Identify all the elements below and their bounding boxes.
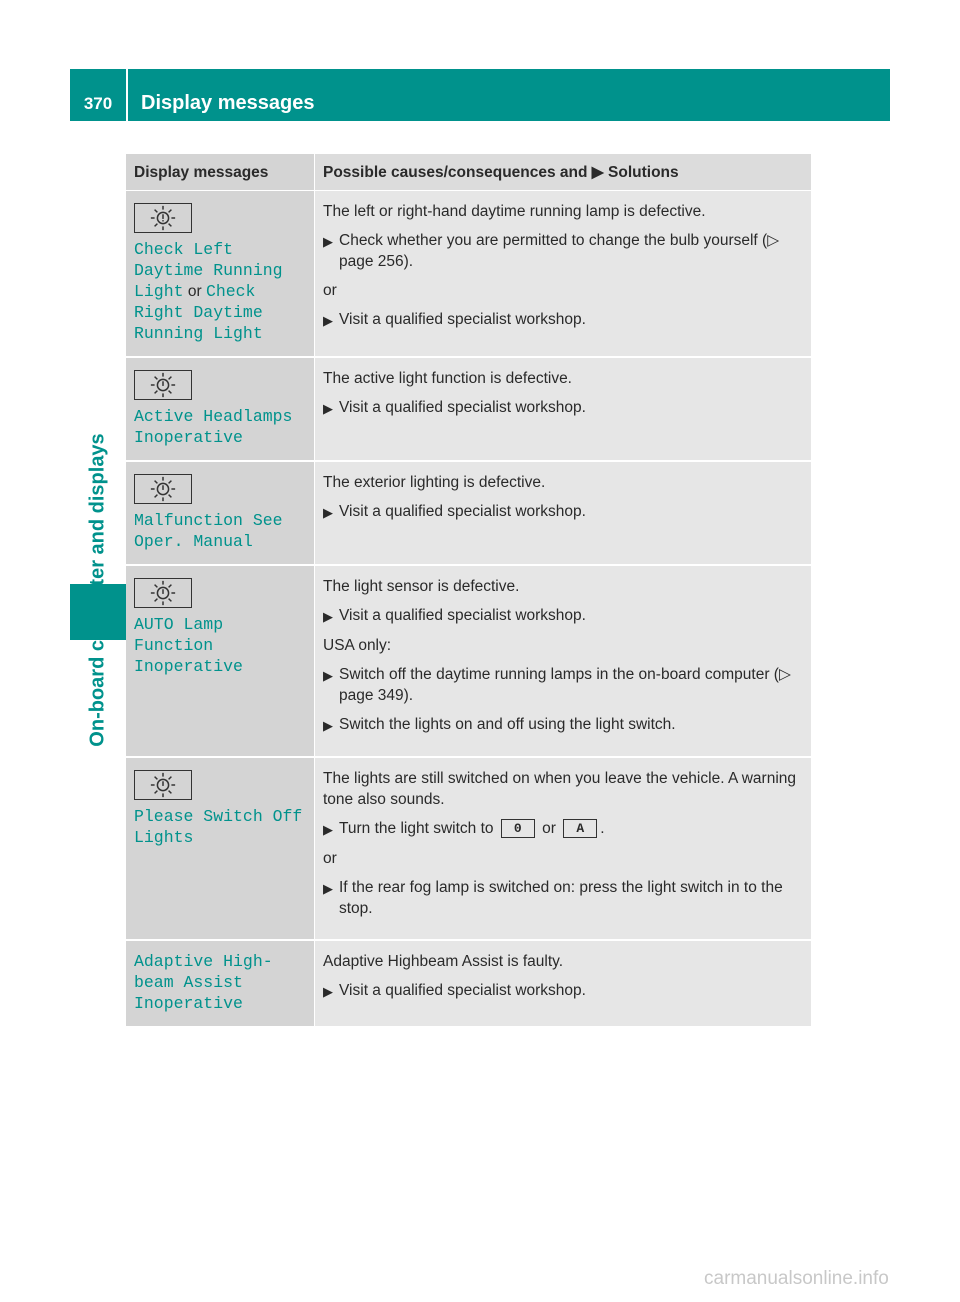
arrow-right-icon: ▶ bbox=[323, 505, 333, 520]
arrow-right-icon: ▶ bbox=[323, 984, 333, 999]
table-row bbox=[126, 940, 811, 1027]
solution-step: ▶ Visit a qualified specialist workshop. bbox=[323, 397, 803, 419]
or-text: or bbox=[323, 850, 337, 867]
usa-only-text: USA only: bbox=[323, 637, 392, 654]
display-message-text: Check Left Daytime Running Light bbox=[134, 240, 283, 301]
watermark-text: carmanualsonline.info bbox=[704, 1268, 889, 1289]
display-message-text: AUTO Lamp Function Inoperative bbox=[134, 615, 243, 676]
cause-text: The light sensor is defective. bbox=[323, 578, 520, 595]
header-separator bbox=[126, 69, 128, 121]
exterior-lamp-warning-icon bbox=[134, 770, 192, 800]
cause-text: The exterior lighting is defective. bbox=[323, 474, 546, 491]
solution-step: ▶ Switch off the daytime running lamps in the on-board computer (▷ page 349). bbox=[323, 666, 791, 704]
solution-cell bbox=[315, 565, 812, 757]
message-cell bbox=[126, 461, 315, 565]
solution-step: ▶ Turn the light switch to 0 or A . bbox=[323, 818, 803, 840]
cause-text: The active light function is defective. bbox=[323, 370, 572, 387]
light-switch-auto-icon: A bbox=[563, 819, 597, 838]
exterior-lamp-warning-icon bbox=[134, 578, 192, 608]
table-header-row bbox=[126, 154, 811, 191]
message-cell bbox=[126, 940, 315, 1027]
solution-cell bbox=[315, 757, 812, 940]
arrow-right-icon: ▶ bbox=[323, 609, 333, 624]
solution-step: ▶ Visit a qualified specialist workshop. bbox=[323, 980, 803, 1002]
display-message-text: Please Switch Off Lights bbox=[134, 807, 303, 847]
col-header-messages: Display messages bbox=[126, 154, 315, 191]
light-switch-off-icon: 0 bbox=[501, 819, 535, 838]
display-messages-table bbox=[126, 154, 811, 1028]
arrow-right-icon: ▶ bbox=[323, 822, 333, 837]
solution-step: ▶ Switch the lights on and off using the light switch. bbox=[323, 714, 803, 736]
exterior-lamp-warning-icon bbox=[134, 370, 192, 400]
display-message-text: Active Headlamps Inoperative bbox=[134, 407, 293, 447]
solution-step: ▶ Visit a qualified specialist workshop. bbox=[323, 605, 803, 627]
or-text: or bbox=[323, 282, 337, 299]
cause-text: Adaptive Highbeam Assist is faulty. bbox=[323, 953, 564, 970]
solution-cell bbox=[315, 191, 812, 358]
display-message-text: Check Right Daytime Running Light bbox=[134, 282, 263, 343]
exterior-lamp-warning-icon bbox=[134, 203, 192, 233]
table-row bbox=[126, 757, 811, 940]
exterior-lamp-warning-icon bbox=[134, 474, 192, 504]
page-title: Display messages bbox=[141, 92, 315, 114]
display-message-text: Adaptive High-beam Assist Inoperative bbox=[134, 952, 273, 1013]
message-cell bbox=[126, 757, 315, 940]
solution-step: ▶ Visit a qualified specialist workshop. bbox=[323, 501, 803, 523]
table-row bbox=[126, 461, 811, 565]
table-row bbox=[126, 191, 811, 358]
solution-step: ▶ Visit a qualified specialist workshop. bbox=[323, 309, 803, 331]
arrow-right-icon: ▶ bbox=[323, 401, 333, 416]
message-cell bbox=[126, 191, 315, 358]
col-header-solutions: Possible causes/consequences and ▶ Solutions bbox=[315, 154, 812, 191]
solution-cell bbox=[315, 461, 812, 565]
table-row bbox=[126, 357, 811, 461]
solution-step: ▶ Check whether you are permitted to change the bulb yourself (▷ page 256). bbox=[323, 232, 780, 270]
solution-cell bbox=[315, 940, 812, 1027]
arrow-right-icon: ▶ bbox=[323, 234, 333, 249]
page-number: 370 bbox=[83, 94, 113, 113]
or-text: or bbox=[187, 283, 202, 300]
arrow-right-icon: ▶ bbox=[323, 313, 333, 328]
message-cell bbox=[126, 357, 315, 461]
arrow-right-icon: ▶ bbox=[591, 163, 604, 181]
cause-text: The lights are still switched on when you leave the vehicle. A warning tone also sounds. bbox=[323, 770, 797, 808]
arrow-right-icon: ▶ bbox=[323, 668, 333, 683]
arrow-right-icon: ▶ bbox=[323, 718, 333, 733]
solution-step: ▶ If the rear fog lamp is switched on: press the light switch in to the stop. bbox=[323, 879, 783, 917]
solution-cell bbox=[315, 357, 812, 461]
message-cell bbox=[126, 565, 315, 757]
arrow-right-icon: ▶ bbox=[323, 881, 333, 896]
cause-text: The left or right-hand daytime running lamp is defective. bbox=[323, 203, 706, 220]
display-message-text: Malfunction See Oper. Manual bbox=[134, 511, 283, 551]
table-row bbox=[126, 565, 811, 757]
section-tab-marker bbox=[70, 584, 126, 640]
